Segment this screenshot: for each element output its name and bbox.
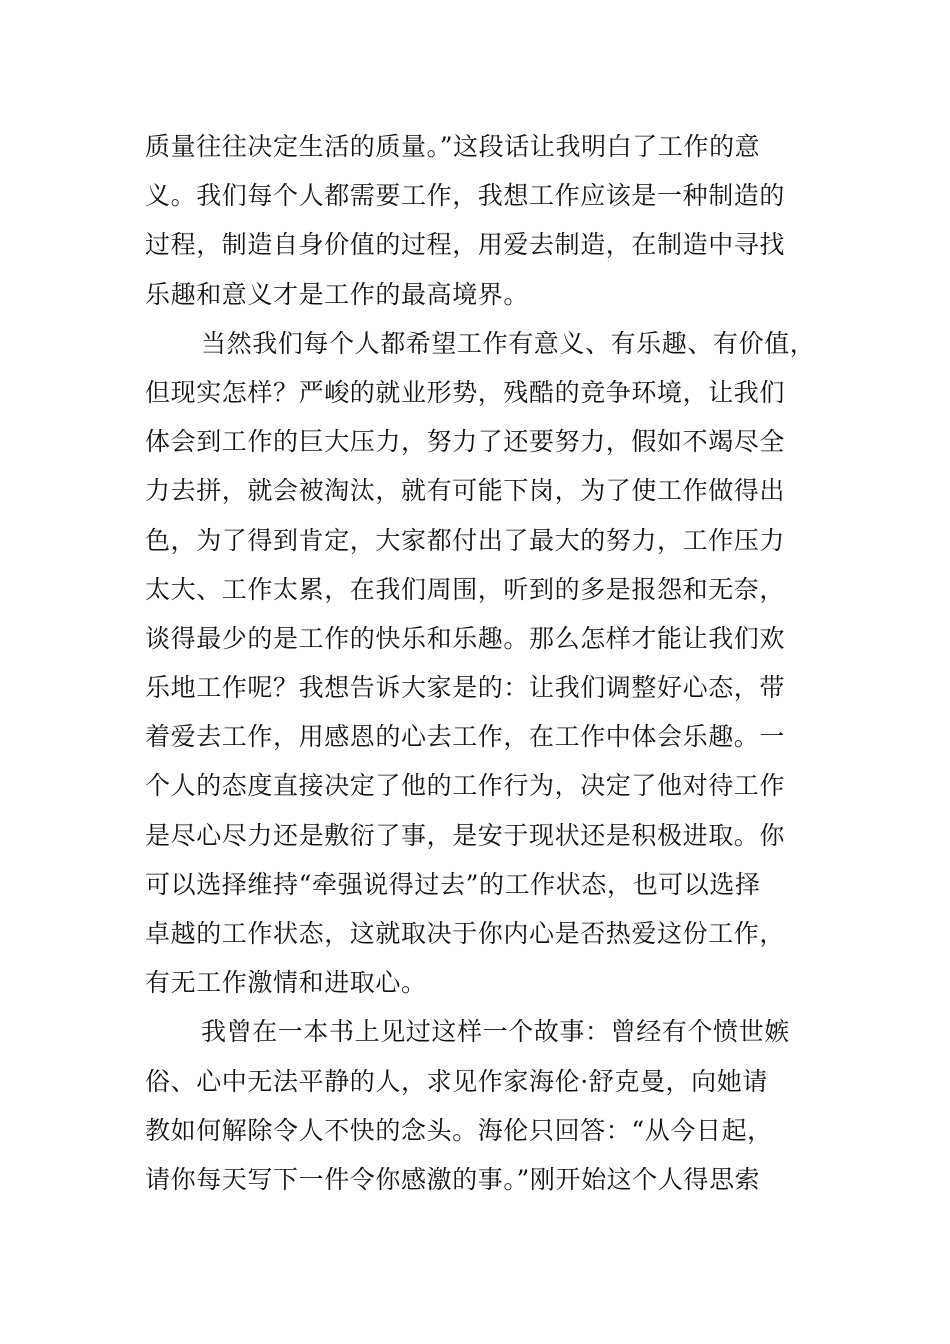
text-line: 个人的态度直接决定了他的工作行为，决定了他对待工作 [145, 771, 786, 801]
text-line: 可以选择维持“牵强说得过去”的工作状态，也可以选择 [145, 869, 761, 899]
text-line: 谈得最少的是工作的快乐和乐趣。那么怎样才能让我们欢 [145, 623, 786, 653]
text-line: 请你每天写下一件令你感激的事。”刚开始这个人得思索 [145, 1164, 761, 1194]
text-line: 太大、工作太累，在我们周围，听到的多是报怨和无奈， [145, 574, 786, 604]
text-line: 义。我们每个人都需要工作，我想工作应该是一种制造的 [145, 181, 786, 211]
paragraph-first-line: 我曾在一本书上见过这样一个故事：曾经有个愤世嫉 [201, 1017, 790, 1047]
text-line: 乐趣和意义才是工作的最高境界。 [145, 279, 530, 309]
text-line: 教如何解除令人不快的念头。海伦只回答：“从今日起， [145, 1115, 773, 1145]
text-line: 乐地工作呢？我想告诉大家是的：让我们调整好心态，带 [145, 673, 786, 703]
text-line: 有无工作激情和进取心。 [145, 968, 427, 998]
text-line: 俗、心中无法平静的人，求见作家海伦·舒克曼，向她请 [145, 1066, 768, 1096]
body-text [145, 122, 815, 1204]
text-line: 卓越的工作状态，这就取决于你内心是否热爱这份工作， [145, 919, 786, 948]
text-line: 色，为了得到肯定，大家都付出了最大的努力，工作压力 [145, 525, 786, 555]
text-line: 着爱去工作，用感恩的心去工作，在工作中体会乐趣。一 [145, 722, 786, 752]
text-line: 但现实怎样？严峻的就业形势，残酷的竞争环境，让我们 [145, 377, 786, 407]
text-line: 是尽心尽力还是敷衍了事，是安于现状还是积极进取。你 [145, 820, 786, 850]
text-line: 力去拼，就会被淘汰，就有可能下岗，为了使工作做得出 [145, 476, 786, 506]
text-line: 质量往往决定生活的质量。”这段话让我明白了工作的意 [145, 132, 761, 161]
text-line: 过程，制造自身价值的过程，用爱去制造，在制造中寻找 [145, 230, 786, 260]
paragraph-first-line: 当然我们每个人都希望工作有意义、有乐趣、有价值， [201, 328, 816, 358]
text-line: 体会到工作的巨大压力，努力了还要努力，假如不竭尽全 [145, 427, 786, 457]
